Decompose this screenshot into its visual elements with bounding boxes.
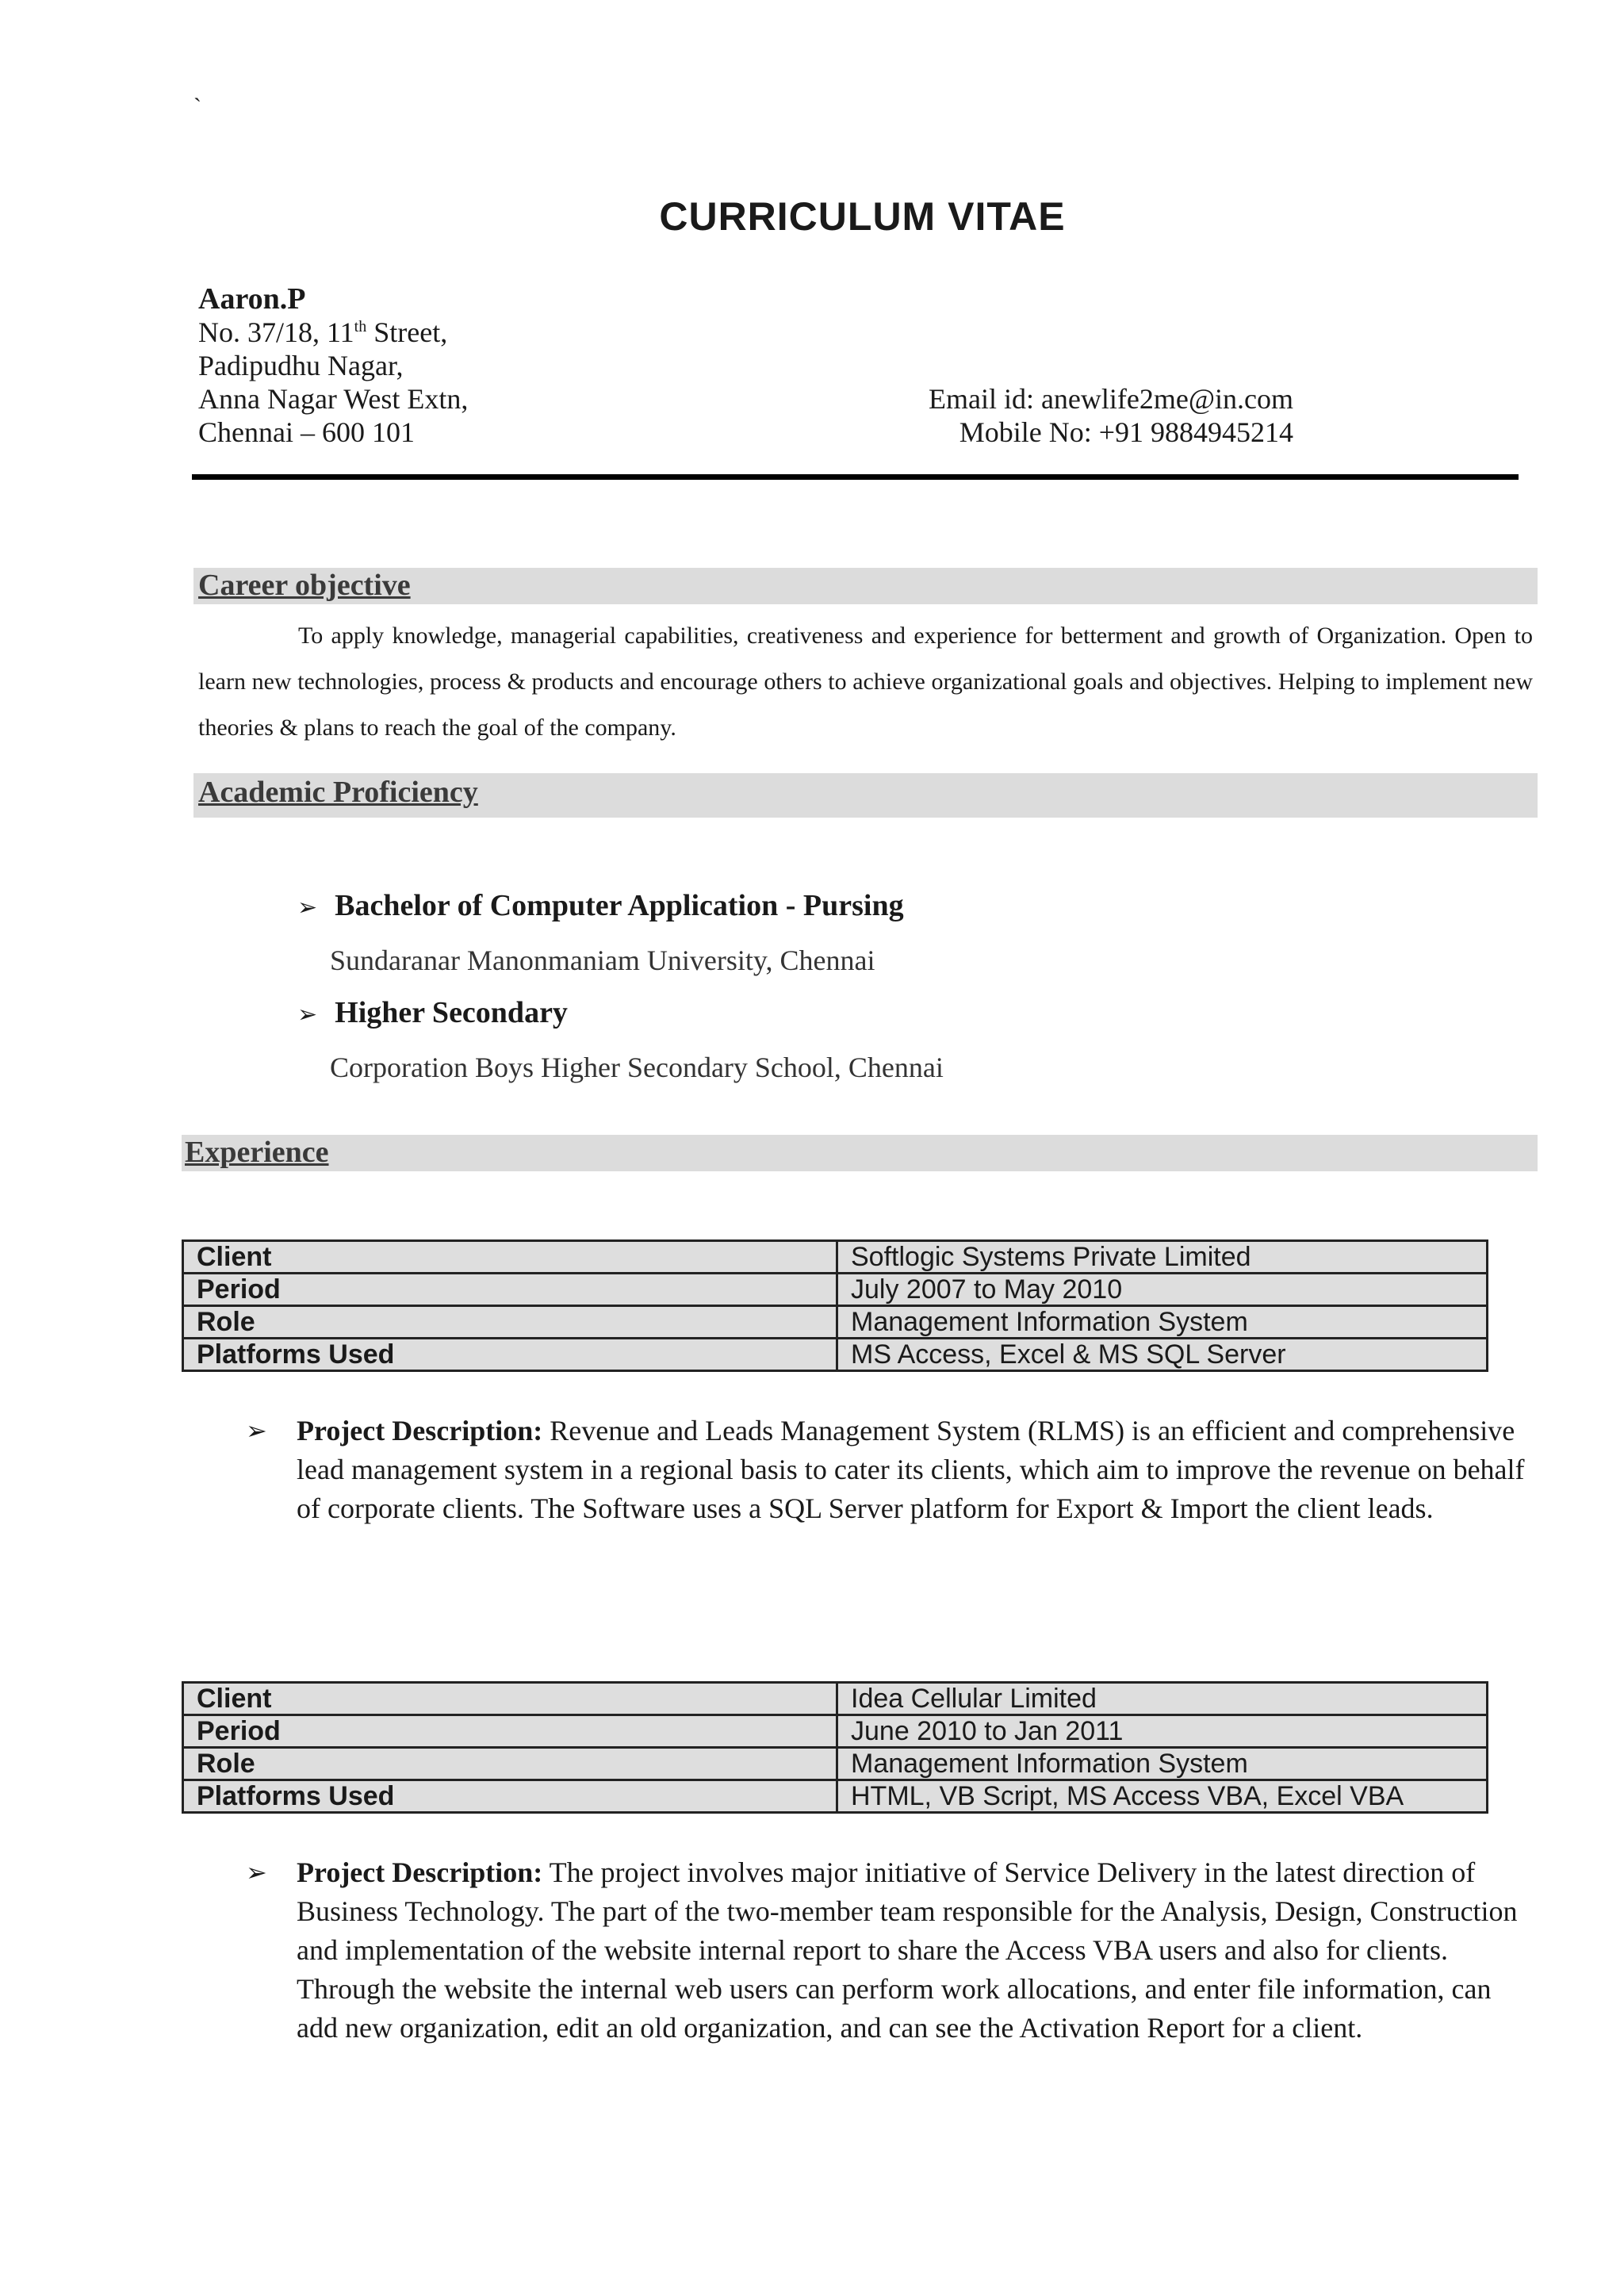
academic-heading-bar [193, 773, 1538, 818]
address-line-2: Padipudhu Nagar, [198, 350, 404, 381]
mobile-text: Mobile No: +91 9884945214 [959, 416, 1293, 448]
platforms-label: Platforms Used [183, 1339, 837, 1371]
platforms-value: HTML, VB Script, MS Access VBA, Excel VBA [837, 1780, 1488, 1813]
table-row [183, 1241, 1488, 1274]
table-row [183, 1780, 1488, 1813]
client-label: Client [183, 1683, 837, 1715]
candidate-name: Aaron.P [198, 282, 306, 316]
academic-item-1: ➢ Bachelor of Computer Application - Pursing [297, 889, 904, 922]
email-text: Email id: anewlife2me@in.com [928, 383, 1293, 415]
arrow-bullet-icon: ➢ [246, 1416, 267, 1445]
role-label: Role [183, 1306, 837, 1339]
address-line-3: Anna Nagar West Extn, [198, 383, 469, 415]
project-description-text: Revenue and Leads Management System (RLMS) is an efficient and comprehensive lead management system in a regional basis to cater its clients, which aim to improve the revenue on behalf of corporate clients. The Software uses a SQL Server platform for Export & Import the client leads. [297, 1415, 1525, 1524]
experience-table-1 [182, 1239, 1488, 1372]
client-value: Softlogic Systems Private Limited [837, 1241, 1488, 1274]
arrow-bullet-icon: ➢ [297, 895, 318, 921]
career-objective-text: To apply knowledge, managerial capabilities, creativeness and experience for betterment and growth of Organization. Open to learn new technologies, process & products and encourage others to achieve organizational goals and objectives. Helping to implement new theories & plans to reach the goal of the company. [198, 623, 1533, 741]
project-description-1 [246, 1412, 1530, 1528]
table-row [183, 1274, 1488, 1306]
period-value: June 2010 to Jan 2011 [837, 1715, 1488, 1748]
table-row [183, 1683, 1488, 1715]
project-description-2 [246, 1853, 1530, 2048]
table-row [183, 1715, 1488, 1748]
role-value: Management Information System [837, 1748, 1488, 1780]
project-description-label: Project Description: [297, 1856, 543, 1888]
address-line-4: Chennai – 600 101 [198, 416, 415, 448]
academic-heading: Academic Proficiency [198, 776, 478, 809]
career-objective-heading: Career objective [198, 569, 411, 602]
role-value: Management Information System [837, 1306, 1488, 1339]
experience-heading: Experience [185, 1136, 329, 1169]
academic-item-2: ➢ Higher Secondary [297, 996, 568, 1029]
table-row [183, 1339, 1488, 1371]
project-description-label: Project Description: [297, 1415, 543, 1446]
arrow-bullet-icon: ➢ [297, 1002, 318, 1028]
experience-heading-bar [182, 1135, 1538, 1171]
table-row [183, 1748, 1488, 1780]
platforms-value: MS Access, Excel & MS SQL Server [837, 1339, 1488, 1371]
document-title: CURRICULUM VITAE [659, 194, 1066, 239]
header-divider [192, 474, 1519, 480]
platforms-label: Platforms Used [183, 1780, 837, 1813]
experience-table-2 [182, 1681, 1488, 1814]
period-value: July 2007 to May 2010 [837, 1274, 1488, 1306]
client-value: Idea Cellular Limited [837, 1683, 1488, 1715]
academic-institution-2: Corporation Boys Higher Secondary School, Chennai [330, 1052, 944, 1083]
academic-institution-1: Sundaranar Manonmaniam University, Chennai [330, 944, 875, 976]
role-label: Role [183, 1748, 837, 1780]
project-description-text: The project involves major initiative of Service Delivery in the latest direction of Business Technology. The part of the two-member team responsible for the Analysis, Design, Construction and implementation of the website internal report to share the Access VBA users and also for clients. Through the website the internal web users can perform work allocations, and enter file information, can add new organization, edit an old organization, and can see the Activation Report for a client. [297, 1856, 1518, 2044]
period-label: Period [183, 1715, 837, 1748]
client-label: Client [183, 1241, 837, 1274]
address-line-1: No. 37/18, 11th Street, [198, 316, 448, 348]
table-row [183, 1306, 1488, 1339]
stray-mark: ` [193, 94, 201, 120]
arrow-bullet-icon: ➢ [246, 1858, 267, 1887]
career-objective-heading-bar [193, 568, 1538, 604]
period-label: Period [183, 1274, 837, 1306]
